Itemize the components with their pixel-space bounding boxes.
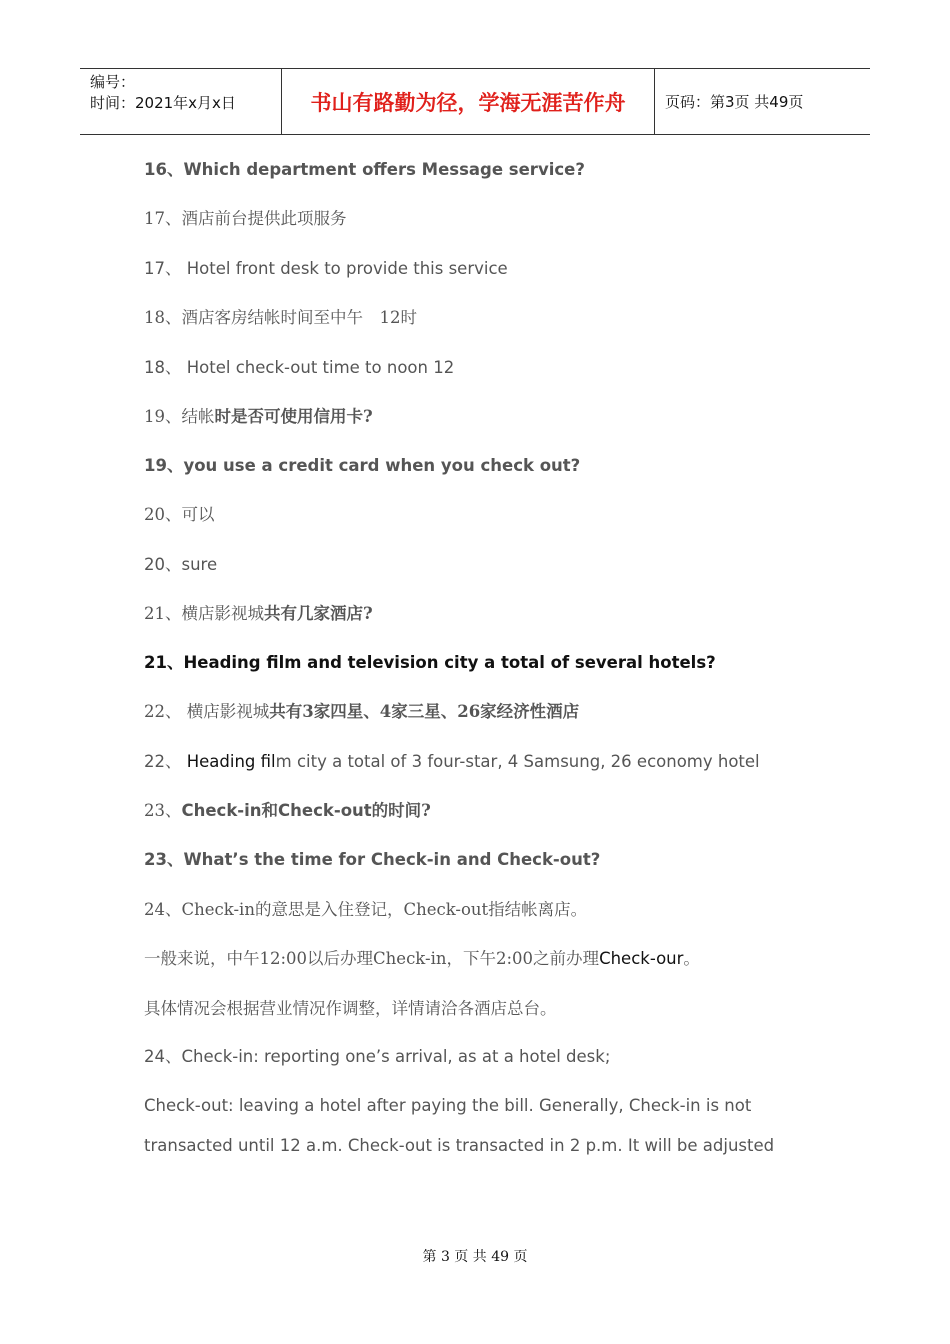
- line-24-cn-2-a: 一般来说，中午12:00以后办理Check-in，下午2:00之前办理: [144, 949, 600, 968]
- line-22-cn-a: 22、 横店影视城: [144, 702, 270, 721]
- line-22-cn-b: 共有3家四星、4家三星、26家经济性酒店: [269, 702, 580, 721]
- line-21-cn-b: 共有几家酒店?: [264, 604, 373, 623]
- page-header: [80, 68, 870, 135]
- line-24-cn: 24、Check-in的意思是入住登记，Check-out指结帐离店。: [144, 900, 588, 919]
- line-24-cn-2: [144, 948, 700, 970]
- line-20-cn: 20、可以: [144, 505, 215, 524]
- time-label: 时间：2021年x月x日: [90, 94, 236, 112]
- line-17-cn: 17、酒店前台提供此项服务: [144, 209, 347, 228]
- line-21-cn-a: 21、横店影视城: [144, 604, 264, 623]
- line-20-en: 20、sure: [144, 555, 218, 574]
- line-24-en-2: Check-out: leaving a hotel after paying the bill. Generally, Check-in is not: [144, 1096, 752, 1115]
- line-23-cn-b: Check-in和Check-out: [181, 801, 372, 820]
- line-24-en: 24、Check-in: reporting one’s arrival, as at a hotel desk;: [144, 1047, 611, 1066]
- line-22-cn: [144, 701, 579, 723]
- line-16-en: 16、Which department offers Message service?: [144, 160, 585, 179]
- line-23-cn: [144, 800, 431, 822]
- line-19-cn-b: 时是否可使用信用卡?: [214, 407, 373, 426]
- line-22-en-c: m city a total of 3 four-star, 4 Samsung, 26 economy hotel: [275, 752, 760, 771]
- line-21-en: 21、Heading film and television city a total of several hotels?: [144, 653, 716, 672]
- line-18-en: 18、 Hotel check-out time to noon 12: [144, 358, 455, 377]
- line-19-cn-a: 19、结帐: [144, 407, 215, 426]
- line-17-en: 17、 Hotel front desk to provide this service: [144, 259, 508, 278]
- line-18-cn: 18、酒店客房结帐时间至中午 12时: [144, 308, 417, 327]
- line-21-cn: [144, 603, 373, 625]
- line-22-en-b: Heading fil: [186, 752, 276, 771]
- number-label: 编号：: [90, 73, 136, 91]
- line-22-en-a: 22、: [144, 752, 187, 771]
- line-22-en: [144, 751, 760, 773]
- page-footer: 第 3 页 共 49 页: [422, 1249, 528, 1265]
- motto: 书山有路勤为径，学海无涯苦作舟: [281, 69, 655, 134]
- line-24-cn-2-b: Check-our: [599, 949, 684, 968]
- header-left-cell: [80, 69, 281, 134]
- line-23-cn-c: 的时间?: [371, 801, 431, 820]
- line-24-cn-3: 具体情况会根据营业情况作调整，详情请洽各酒店总台。: [144, 999, 557, 1018]
- line-19-en: 19、you use a credit card when you check out?: [144, 456, 581, 475]
- line-19-cn: [144, 406, 373, 428]
- line-23-cn-a: 23、: [144, 801, 182, 820]
- line-24-cn-2-c: 。: [683, 949, 700, 968]
- line-24-en-3: transacted until 12 a.m. Check-out is transacted in 2 p.m. It will be adjusted: [144, 1136, 775, 1155]
- line-23-en: 23、What’s the time for Check-in and Check-out?: [144, 850, 601, 869]
- page-label: 页码：第3页 共49页: [665, 93, 804, 111]
